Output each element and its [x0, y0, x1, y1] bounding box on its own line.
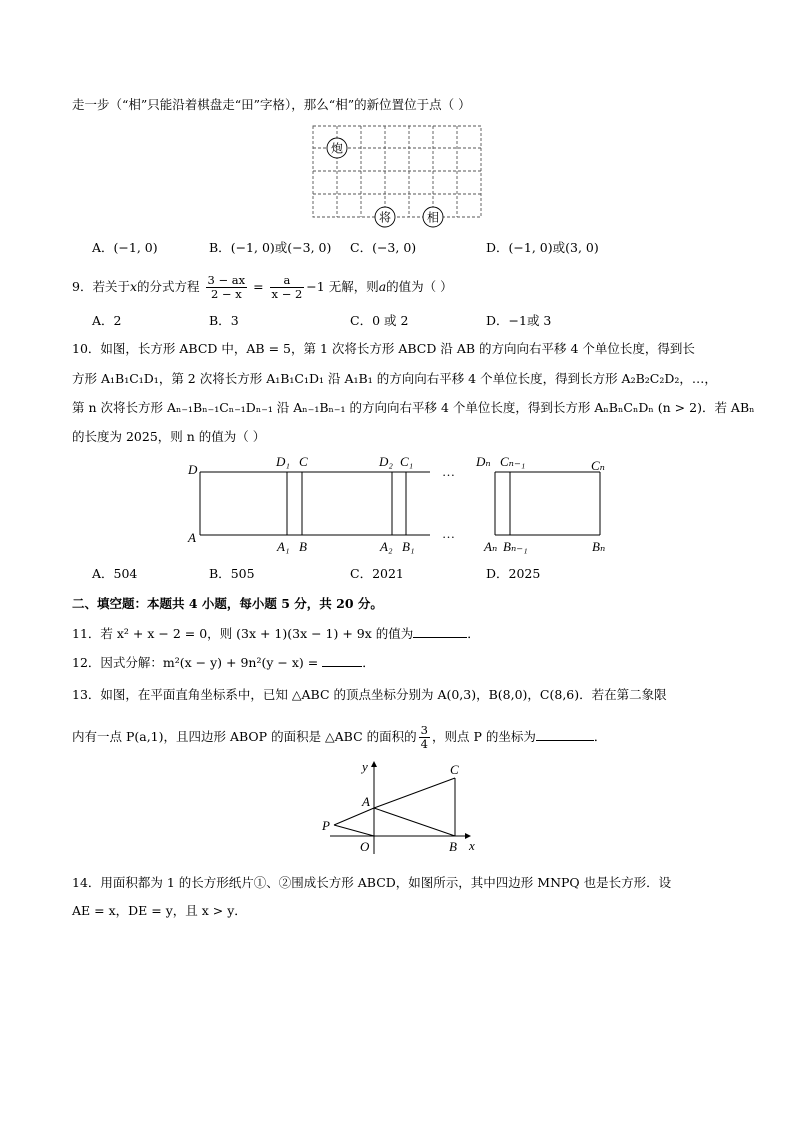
- jiang-piece: [375, 207, 395, 227]
- q8-option-c[interactable]: C．(−3, 0): [350, 240, 417, 255]
- label-D1: D₁: [276, 454, 290, 469]
- label-Bn: Bₙ: [592, 539, 606, 554]
- q8-stem: 走一步（“相”只能沿着棋盘走“田”字格），那么“相”的新位置位于点（ ）: [72, 97, 471, 112]
- section-2-title: 二、填空题：本题共 4 小题，每小题 5 分，共 20 分。: [72, 596, 383, 611]
- label-D: D: [188, 462, 198, 477]
- jiang-label: 将: [378, 210, 392, 225]
- point-O-label: O: [360, 839, 370, 854]
- q10-line-3: 第 n 次将长方形 Aₙ₋₁Bₙ₋₁Cₙ₋₁Dₙ₋₁ 沿 Aₙ₋₁Bₙ₋₁ 的方向向右平移 4 个单位长度，得到长方形 AₙBₙCₙDₙ (n > 2)．若 ABₙ: [72, 400, 755, 415]
- q9-option-c[interactable]: C．0 或 2: [350, 313, 409, 328]
- q13-line-1: 13．如图，在平面直角坐标系中，已知 △ABC 的顶点坐标分别为 A(0,3)，B(8,0)，C(8,6)．若在第二象限: [72, 687, 667, 702]
- q9-rhs-fraction: $\frac{a}{x - 2}$: [271, 273, 303, 301]
- q10-line-2: 方形 A₁B₁C₁D₁，第 2 次将长方形 A₁B₁C₁D₁ 沿 A₁B₁ 的方向向右平移 4 个单位长度，得到长方形 A₂B₂C₂D₂，…，: [72, 371, 717, 386]
- q14-line-1: 14．用面积都为 1 的长方形纸片①、②围成长方形 ABCD，如图所示，其中四边形 MNPQ 也是长方形．设: [72, 875, 672, 890]
- label-B: B: [299, 539, 307, 554]
- axis-x-label: x: [469, 838, 475, 853]
- q13-line-2: 内有一点 P(a,1)，且四边形 ABOP 的面积是 △ABC 的面积的 $\frac{3}{4}$ ，则点 P 的坐标为 ．: [72, 723, 607, 751]
- label-An: Aₙ: [484, 539, 498, 554]
- q12-answer-blank[interactable]: [322, 654, 362, 667]
- point-P-label: P: [322, 818, 330, 833]
- label-C1: C₁: [400, 454, 414, 469]
- q13-answer-blank[interactable]: [536, 728, 594, 741]
- q12-stem: 12．因式分解：m²(x − y) + 9n²(y − x) = ．: [72, 655, 375, 670]
- q10-line-1: 10．如图，长方形 ABCD 中，AB = 5，第 1 次将长方形 ABCD 沿 AB 的方向向右平移 4 个单位长度，得到长: [72, 341, 695, 356]
- q13-fraction: $\frac{3}{4}$: [420, 723, 428, 751]
- label-A1: A₁: [277, 539, 290, 554]
- pao-label: 炮: [330, 141, 344, 156]
- q11-answer-blank[interactable]: [413, 625, 467, 638]
- ellipsis-bottom: …: [442, 526, 455, 541]
- xiang-piece: [423, 207, 443, 227]
- label-Bn1: Bₙ₋₁: [503, 539, 528, 554]
- point-C-label: C: [450, 762, 459, 777]
- pao-piece: [327, 138, 347, 158]
- label-D2: D₂: [379, 454, 393, 469]
- coordinate-figure: [312, 758, 482, 858]
- label-Dn: Dₙ: [476, 454, 491, 469]
- q10-line-4: 的长度为 2025，则 n 的值为（ ）: [72, 429, 266, 444]
- label-C: C: [299, 454, 308, 469]
- label-B1: B₁: [402, 539, 415, 554]
- label-A: A: [188, 530, 196, 545]
- q11-stem: 11．若 x² + x − 2 = 0，则 (3x + 1)(3x − 1) + 9x 的值为 ．: [72, 626, 480, 641]
- q14-line-2: AE = x，DE = y，且 x > y．: [72, 903, 247, 918]
- point-B-label: B: [449, 839, 457, 854]
- q9-option-b[interactable]: B．3: [209, 313, 239, 328]
- q10-option-d[interactable]: D．2025: [486, 566, 541, 581]
- ellipsis-top: …: [442, 464, 455, 479]
- q8-option-b[interactable]: B．(−1, 0)或(−3, 0): [209, 240, 332, 255]
- q9-lhs-fraction: $\frac{3 - ax}{2 - x}$: [207, 273, 246, 301]
- q10-option-a[interactable]: A．504: [92, 566, 138, 581]
- q10-option-b[interactable]: B．505: [209, 566, 255, 581]
- q8-option-a[interactable]: A．(−1, 0): [92, 240, 158, 255]
- chessboard-figure: [305, 120, 495, 232]
- translation-rectangles-figure: [180, 452, 620, 560]
- point-A-label: A: [362, 794, 370, 809]
- q8-option-d[interactable]: D．(−1, 0)或(3, 0): [486, 240, 599, 255]
- label-A2: A₂: [380, 539, 393, 554]
- q9-option-a[interactable]: A．2: [92, 313, 122, 328]
- q10-option-c[interactable]: C．2021: [350, 566, 404, 581]
- axis-y-label: y: [362, 759, 368, 774]
- label-Cn1: Cₙ₋₁: [500, 454, 526, 469]
- xiang-label: 相: [426, 210, 440, 225]
- q9-option-d[interactable]: D．−1或 3: [486, 313, 552, 328]
- label-Cn: Cₙ: [591, 458, 605, 473]
- q9-stem: 9．若关于x的分式方程 $\frac{3 - ax}{2 - x}$ = $\frac{a}{x - 2}$ −1 无解，则a的值为（ ）: [72, 273, 453, 301]
